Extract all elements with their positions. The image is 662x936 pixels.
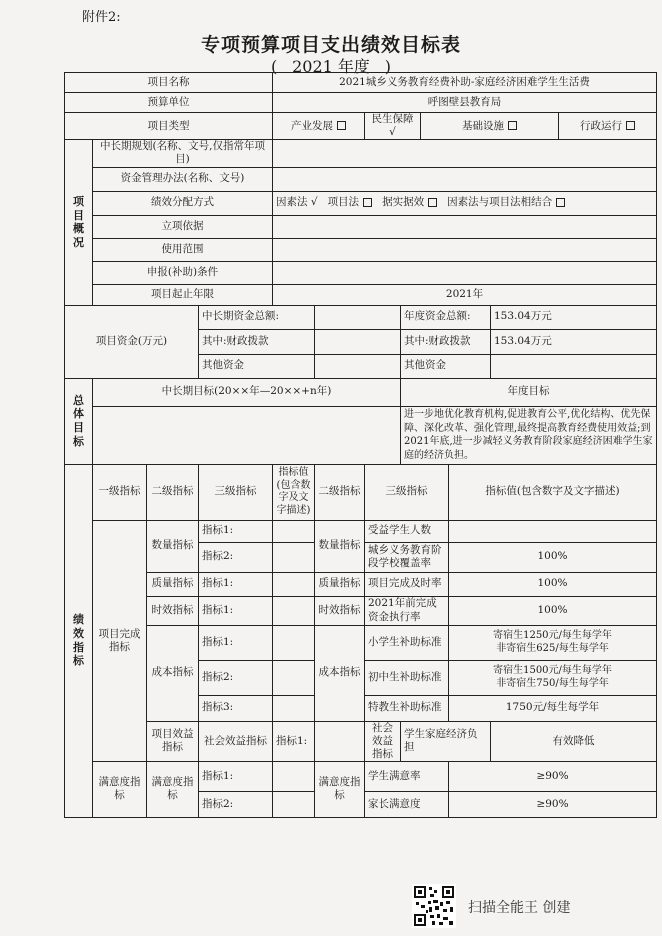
allocation-option-label: 因素法 bbox=[276, 196, 308, 209]
overview-section-label: 项目概况 bbox=[65, 140, 93, 305]
right-indicator-value bbox=[449, 625, 657, 660]
level3-right-header: 三级指标 bbox=[365, 464, 449, 520]
type-option-label: 行政运行 bbox=[580, 119, 622, 132]
type-option-infrastructure bbox=[421, 113, 559, 140]
right-indicator-name: 2021年前完成资金执行率 bbox=[365, 596, 449, 625]
left-indicator-value bbox=[273, 791, 315, 817]
annual-other-label: 其他资金 bbox=[401, 354, 491, 378]
social-category-right: 社会效益指标 bbox=[365, 721, 401, 761]
checkbox-icon bbox=[556, 198, 565, 207]
overview-row-label: 绩效分配方式 bbox=[93, 191, 273, 215]
overview-row-label: 资金管理办法(名称、文号) bbox=[93, 167, 273, 191]
cost-category: 成本指标 bbox=[147, 625, 199, 721]
right-indicator-name: 特教生补助标准 bbox=[365, 695, 449, 721]
qr-code-icon bbox=[412, 884, 456, 928]
cost-value-line: 非寄宿生625/每生每学年 bbox=[496, 642, 609, 654]
right-indicator-value: 100% bbox=[449, 542, 657, 572]
checkbox-icon bbox=[363, 198, 372, 207]
right-indicator-name: 家长满意度 bbox=[365, 791, 449, 817]
right-indicator-value: 有效降低 bbox=[491, 721, 657, 761]
left-indicator: 指标1: bbox=[273, 721, 315, 761]
value-right-header: 指标值(包含数字及文字描述) bbox=[449, 464, 657, 520]
funds-section-label: 项目资金(万元) bbox=[65, 305, 199, 378]
annual-goal-header: 年度目标 bbox=[401, 378, 657, 406]
page-title: 专项预算项目支出绩效目标表 bbox=[200, 34, 461, 56]
satisfaction-category-right: 满意度指标 bbox=[315, 761, 365, 817]
budget-unit-value: 呼图壁县教育局 bbox=[273, 93, 657, 113]
right-indicator-value: ≥90% bbox=[449, 761, 657, 791]
checkbox-icon bbox=[428, 198, 437, 207]
project-name-label: 项目名称 bbox=[65, 73, 273, 93]
left-indicator-value bbox=[315, 721, 365, 761]
overview-row-value bbox=[273, 238, 657, 261]
right-indicator-value bbox=[449, 660, 657, 695]
quantity-category-right: 数量指标 bbox=[315, 520, 365, 572]
overview-row-value bbox=[273, 140, 657, 167]
annual-total-value: 153.04万元 bbox=[491, 305, 657, 329]
right-indicator-name: 受益学生人数 bbox=[365, 520, 449, 542]
right-indicator-name: 学生满意率 bbox=[365, 761, 449, 791]
type-option-livelihood bbox=[365, 113, 421, 140]
overview-row-label: 立项依据 bbox=[93, 215, 273, 238]
satisfaction-group-label: 满意度指标 bbox=[93, 761, 147, 817]
type-option-label: 民生保障 bbox=[371, 113, 414, 125]
left-indicator: 指标1: bbox=[199, 761, 273, 791]
left-indicator-value bbox=[273, 625, 315, 660]
mid-goal-header: 中长期目标(20××年—20××+n年) bbox=[93, 378, 401, 406]
left-indicator: 指标2: bbox=[199, 660, 273, 695]
value-left-header: 指标值(包含数字及文字描述) bbox=[273, 464, 315, 520]
check-mark: √ bbox=[310, 196, 318, 209]
satisfaction-category: 满意度指标 bbox=[147, 761, 199, 817]
annual-fiscal-value: 153.04万元 bbox=[491, 329, 657, 354]
type-option-admin bbox=[559, 113, 657, 140]
left-indicator: 指标1: bbox=[199, 596, 273, 625]
project-type-label: 项目类型 bbox=[65, 113, 273, 140]
left-indicator: 指标2: bbox=[199, 542, 273, 572]
mid-other-label: 其他资金 bbox=[199, 354, 315, 378]
left-indicator-value bbox=[273, 542, 315, 572]
overview-row-label: 申报(补助)条件 bbox=[93, 261, 273, 284]
overview-row-label: 中长期规划(名称、文号,仅指常年项目) bbox=[93, 140, 273, 167]
right-indicator-value: 1750元/每生每学年 bbox=[449, 695, 657, 721]
output-group-label: 项目完成指标 bbox=[93, 520, 147, 761]
left-indicator-value bbox=[273, 660, 315, 695]
left-indicator-value bbox=[273, 695, 315, 721]
level1-header: 一级指标 bbox=[93, 464, 147, 520]
project-duration-value: 2021年 bbox=[273, 284, 657, 305]
type-option-label: 基础设施 bbox=[462, 119, 504, 132]
cost-value-line: 非寄宿生750/每生每学年 bbox=[496, 677, 609, 689]
left-indicator: 指标3: bbox=[199, 695, 273, 721]
scanner-brand-text: 扫描全能王 创建 bbox=[468, 900, 571, 916]
quantity-category: 数量指标 bbox=[147, 520, 199, 572]
left-indicator: 指标2: bbox=[199, 791, 273, 817]
right-indicator-name: 学生家庭经济负担 bbox=[401, 721, 491, 761]
right-indicator-name: 城乡义务教育阶段学校覆盖率 bbox=[365, 542, 449, 572]
benefit-group-label: 项目效益指标 bbox=[147, 721, 199, 761]
left-indicator: 指标1: bbox=[199, 625, 273, 660]
checkbox-icon bbox=[626, 121, 635, 130]
checkbox-icon bbox=[508, 121, 517, 130]
check-mark: √ bbox=[389, 126, 396, 139]
goals-section-label: 总体目标 bbox=[65, 378, 93, 464]
mid-other-value bbox=[315, 354, 401, 378]
checkbox-icon bbox=[337, 121, 346, 130]
annual-other-value bbox=[491, 354, 657, 378]
left-indicator-value bbox=[273, 520, 315, 542]
mid-total-label: 中长期资金总额: bbox=[199, 305, 315, 329]
allocation-option-label: 项目法 bbox=[327, 196, 360, 209]
left-indicator-value bbox=[273, 596, 315, 625]
left-indicator: 指标1: bbox=[199, 520, 273, 542]
overview-row-value bbox=[273, 261, 657, 284]
overview-row-label: 使用范围 bbox=[93, 238, 273, 261]
overview-row-label: 项目起止年限 bbox=[93, 284, 273, 305]
annual-goal-text: 进一步地优化教育机构,促进教育公平,优化结构、优先保障、深化改革、强化管理,最终提高教育经费使用效益;到2021年底,进一步减轻义务教育阶段家庭经济困难学生家庭的经济负担。 bbox=[401, 406, 657, 464]
left-indicator: 指标1: bbox=[199, 572, 273, 596]
mid-total-value bbox=[315, 305, 401, 329]
mid-goal-text bbox=[93, 406, 401, 464]
level2-header: 二级指标 bbox=[147, 464, 199, 520]
right-indicator-value: 100% bbox=[449, 596, 657, 625]
overview-row-value bbox=[273, 167, 657, 191]
year-paren-open: ( bbox=[270, 57, 278, 76]
type-option-label: 产业发展 bbox=[291, 119, 333, 132]
year-text: 2021 年度 bbox=[292, 57, 370, 76]
cost-value-line: 寄宿生1500元/每生每学年 bbox=[493, 665, 612, 676]
overview-row-value bbox=[273, 215, 657, 238]
left-indicator-value bbox=[273, 761, 315, 791]
right-indicator-value bbox=[449, 520, 657, 542]
right-indicator-name: 项目完成及时率 bbox=[365, 572, 449, 596]
budget-unit-label: 预算单位 bbox=[65, 93, 273, 113]
time-category-right: 时效指标 bbox=[315, 596, 365, 625]
right-indicator-value: 100% bbox=[449, 572, 657, 596]
cost-category-right: 成本指标 bbox=[315, 625, 365, 721]
type-option-industry bbox=[273, 113, 365, 140]
performance-table bbox=[64, 72, 657, 818]
annual-total-label: 年度资金总额: bbox=[401, 305, 491, 329]
annual-fiscal-label: 其中:财政拨款 bbox=[401, 329, 491, 354]
time-category: 时效指标 bbox=[147, 596, 199, 625]
quality-category: 质量指标 bbox=[147, 572, 199, 596]
allocation-option-label: 据实据效 bbox=[382, 196, 425, 209]
year-paren-close: ) bbox=[384, 57, 392, 76]
project-name-value: 2021城乡义务教育经费补助-家庭经济困难学生生活费 bbox=[273, 73, 657, 93]
attachment-label: 附件2: bbox=[82, 10, 121, 25]
allocation-options bbox=[273, 191, 657, 215]
right-indicator-value: ≥90% bbox=[449, 791, 657, 817]
left-indicator-value bbox=[273, 572, 315, 596]
mid-fiscal-label: 其中:财政拨款 bbox=[199, 329, 315, 354]
scanner-watermark bbox=[412, 884, 632, 928]
performance-section-label: 绩效指标 bbox=[65, 464, 93, 817]
level2-right-header: 二级指标 bbox=[315, 464, 365, 520]
right-indicator-name: 初中生补助标准 bbox=[365, 660, 449, 695]
right-indicator-name: 小学生补助标准 bbox=[365, 625, 449, 660]
cost-value-line: 寄宿生1250元/每生每学年 bbox=[493, 630, 612, 641]
allocation-option-label: 因素法与项目法相结合 bbox=[447, 196, 553, 209]
level3-header: 三级指标 bbox=[199, 464, 273, 520]
social-category: 社会效益指标 bbox=[199, 721, 273, 761]
mid-fiscal-value bbox=[315, 329, 401, 354]
quality-category-right: 质量指标 bbox=[315, 572, 365, 596]
